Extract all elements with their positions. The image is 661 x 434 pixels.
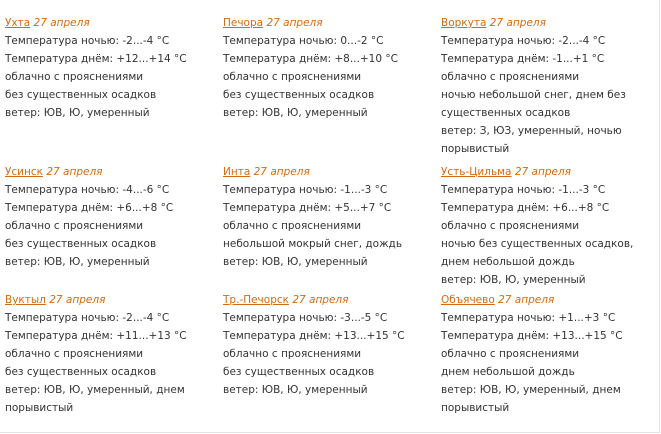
wind: ветер: ЮВ, Ю, умеренный, днем порывистый [441, 384, 621, 414]
forecast-date: 27 апреля [49, 294, 106, 306]
precipitation: днем небольшой дождь [441, 366, 575, 378]
city-link[interactable]: Тр.-Печорск [223, 294, 289, 306]
forecast-date: 27 апреля [498, 294, 555, 306]
sky-condition: облачно с прояснениями [5, 71, 144, 83]
night-temperature: Температура ночью: +1...+3 °C [441, 312, 616, 324]
forecast-card-pechora [223, 14, 441, 163]
day-temperature: Температура днём: +6...+8 °C [441, 202, 610, 214]
forecast-card-vorkuta [441, 14, 655, 163]
wind: ветер: ЮВ, Ю, умеренный [223, 256, 368, 268]
forecast-card-inta [223, 163, 441, 291]
wind: ветер: ЮВ, Ю, умеренный [5, 256, 150, 268]
forecast-header [223, 163, 435, 181]
forecast-date: 27 апреля [253, 166, 310, 178]
precipitation: без существенных осадков [5, 366, 157, 378]
wind: ветер: ЮВ, Ю, умеренный, днем порывистый [5, 384, 185, 414]
day-temperature: Температура днём: +12...+14 °C [5, 53, 187, 65]
day-temperature: Температура днём: +13...+15 °C [441, 330, 623, 342]
city-link[interactable]: Усть-Цильма [441, 166, 512, 178]
sky-condition: облачно с прояснениями [5, 348, 144, 360]
night-temperature: Температура ночью: -1...-3 °C [223, 184, 388, 196]
night-temperature: Температура ночью: 0...-2 °C [223, 35, 384, 47]
forecast-date: 27 апреля [489, 17, 546, 29]
day-temperature: Температура днём: -1...+1 °C [441, 53, 605, 65]
day-temperature: Температура днём: +8...+10 °C [223, 53, 398, 65]
city-link[interactable]: Инта [223, 166, 251, 178]
precipitation: небольшой мокрый снег, дождь [223, 238, 403, 250]
day-temperature: Температура днём: +13...+15 °C [223, 330, 405, 342]
forecast-header [223, 291, 435, 309]
precipitation: без существенных осадков [5, 89, 157, 101]
forecast-header [5, 163, 217, 181]
night-temperature: Температура ночью: -4...-6 °C [5, 184, 170, 196]
wind: ветер: ЮВ, Ю, умеренный [223, 384, 368, 396]
day-temperature: Температура днём: +11...+13 °C [5, 330, 187, 342]
day-temperature: Температура днём: +5...+7 °C [223, 202, 392, 214]
city-link[interactable]: Воркута [441, 17, 487, 29]
forecast-card-usinsk [5, 163, 223, 291]
forecast-header [441, 14, 649, 32]
forecast-card-tr-pechorsk [223, 291, 441, 431]
forecast-header [441, 163, 649, 181]
sky-condition: облачно с прояснениями [223, 220, 362, 232]
city-link[interactable]: Усинск [5, 166, 43, 178]
forecast-date: 27 апреля [292, 294, 349, 306]
forecast-date: 27 апреля [514, 166, 571, 178]
sky-condition: облачно с прояснениями [223, 71, 362, 83]
forecast-date: 27 апреля [266, 17, 323, 29]
city-link[interactable]: Ухта [5, 17, 31, 29]
city-link[interactable]: Вуктыл [5, 294, 46, 306]
wind: ветер: ЮВ, Ю, умеренный [5, 107, 150, 119]
wind: ветер: ЮВ, Ю, умеренный [441, 274, 586, 286]
day-temperature: Температура днём: +6...+8 °C [5, 202, 174, 214]
precipitation: ночью без существенных осадков, днем небольшой дождь [441, 238, 634, 268]
sky-condition: облачно с прояснениями [441, 348, 580, 360]
forecast-card-vuktyl [5, 291, 223, 431]
sky-condition: облачно с прояснениями [441, 71, 580, 83]
night-temperature: Температура ночью: -2...-4 °C [5, 35, 170, 47]
sky-condition: облачно с прояснениями [223, 348, 362, 360]
night-temperature: Температура ночью: -2...-4 °C [441, 35, 606, 47]
city-link[interactable]: Печора [223, 17, 264, 29]
forecast-header [5, 14, 217, 32]
forecast-card-ukhta [5, 14, 223, 163]
sky-condition: облачно с прояснениями [441, 220, 580, 232]
wind: ветер: ЮВ, Ю, умеренный [223, 107, 368, 119]
forecast-grid [5, 14, 655, 431]
sky-condition: облачно с прояснениями [5, 220, 144, 232]
city-link[interactable]: Объячево [441, 294, 495, 306]
forecast-header [441, 291, 649, 309]
forecast-card-ust-tsilma [441, 163, 655, 291]
forecast-header [5, 291, 217, 309]
night-temperature: Температура ночью: -3...-5 °C [223, 312, 388, 324]
precipitation: ночью небольшой снег, днем без существенных осадков [441, 89, 626, 119]
night-temperature: Температура ночью: -1...-3 °C [441, 184, 606, 196]
wind: ветер: З, ЮЗ, умеренный, ночью порывистый [441, 125, 622, 155]
forecast-card-obyachevo [441, 291, 655, 431]
precipitation: без существенных осадков [5, 238, 157, 250]
precipitation: без существенных осадков [223, 89, 375, 101]
precipitation: без существенных осадков [223, 366, 375, 378]
forecast-date: 27 апреля [33, 17, 90, 29]
night-temperature: Температура ночью: -2...-4 °C [5, 312, 170, 324]
forecast-header [223, 14, 435, 32]
forecast-date: 27 апреля [46, 166, 103, 178]
